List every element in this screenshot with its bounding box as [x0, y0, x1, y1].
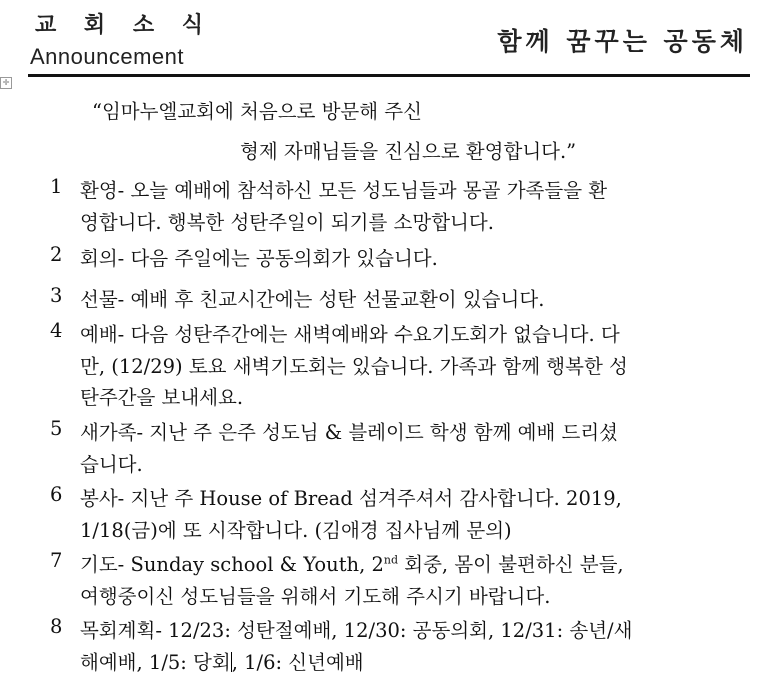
item-text-line: 만, (12/29) 토요 새벽기도회는 있습니다. 가족과 함께 행복한 성: [80, 355, 628, 378]
item-number: 4: [50, 319, 63, 342]
item-number: 6: [50, 483, 63, 506]
item-number: 7: [50, 549, 63, 572]
item-text-line: 환영- 오늘 예배에 참석하신 모든 성도님들과 몽골 가족들을 환: [80, 179, 608, 202]
item-number: 8: [50, 615, 63, 638]
item-text-line: 선물- 예배 후 친교시간에는 성탄 선물교환이 있습니다.: [80, 288, 545, 311]
schedule-text-end: , 1/6: 신년예배: [231, 651, 364, 674]
item-text-line: [80, 549, 624, 577]
item-number: 1: [50, 175, 63, 198]
item-text-line: 여행중이신 성도님들을 위해서 기도해 주시기 바랍니다.: [80, 585, 551, 608]
welcome-line-2: 형제 자매님들을 진심으로 환영합니다.”: [240, 140, 577, 163]
schedule-text-start: 해예배, 1/5: 당회: [80, 651, 231, 674]
item-text-line: 봉사- 지난 주 House of Bread 섬겨주셔서 감사합니다. 2019,: [80, 487, 622, 510]
item-number: 5: [50, 417, 63, 440]
item-text-line: 탄주간을 보내세요.: [80, 386, 244, 409]
item-number: 2: [50, 243, 63, 266]
item-text-line: 목회계획- 12/23: 성탄절예배, 12/30: 공동의회, 12/31: 송년/새: [80, 619, 633, 642]
item-text-line: 습니다.: [80, 453, 143, 476]
ordinal-suffix: nd: [383, 553, 399, 567]
item-text-line: 새가족- 지난 주 은주 성도님 & 블레이드 학생 함께 예배 드리셨: [80, 421, 619, 444]
prayer-text-start: 기도- Sunday school & Youth, 2: [80, 553, 384, 576]
welcome-line-1: “임마누엘교회에 처음으로 방문해 주신: [92, 100, 422, 123]
section-title-english: Announcement: [30, 44, 184, 69]
item-text-line[interactable]: [80, 647, 364, 675]
item-text-line: 영합니다. 행복한 성탄주일이 되기를 소망합니다.: [80, 211, 494, 234]
item-text-line: 예배- 다음 성탄주간에는 새벽예배와 수요기도회가 없습니다. 다: [80, 323, 620, 346]
header-divider: [28, 74, 750, 77]
item-text-line: 1/18(금)에 또 시작합니다. (김애경 집사님께 문의): [80, 519, 512, 542]
item-text-line: 회의- 다음 주일에는 공동의회가 있습니다.: [80, 247, 438, 270]
item-number: 3: [50, 284, 63, 307]
section-title-korean: 교 회 소 식: [35, 13, 213, 38]
move-handle-icon[interactable]: ✛: [0, 77, 12, 89]
prayer-text-end: 회중, 몸이 불편하신 분들,: [398, 553, 624, 576]
church-slogan: 함께 꿈꾸는 공동체: [497, 27, 748, 56]
bulletin-header: [0, 0, 770, 82]
